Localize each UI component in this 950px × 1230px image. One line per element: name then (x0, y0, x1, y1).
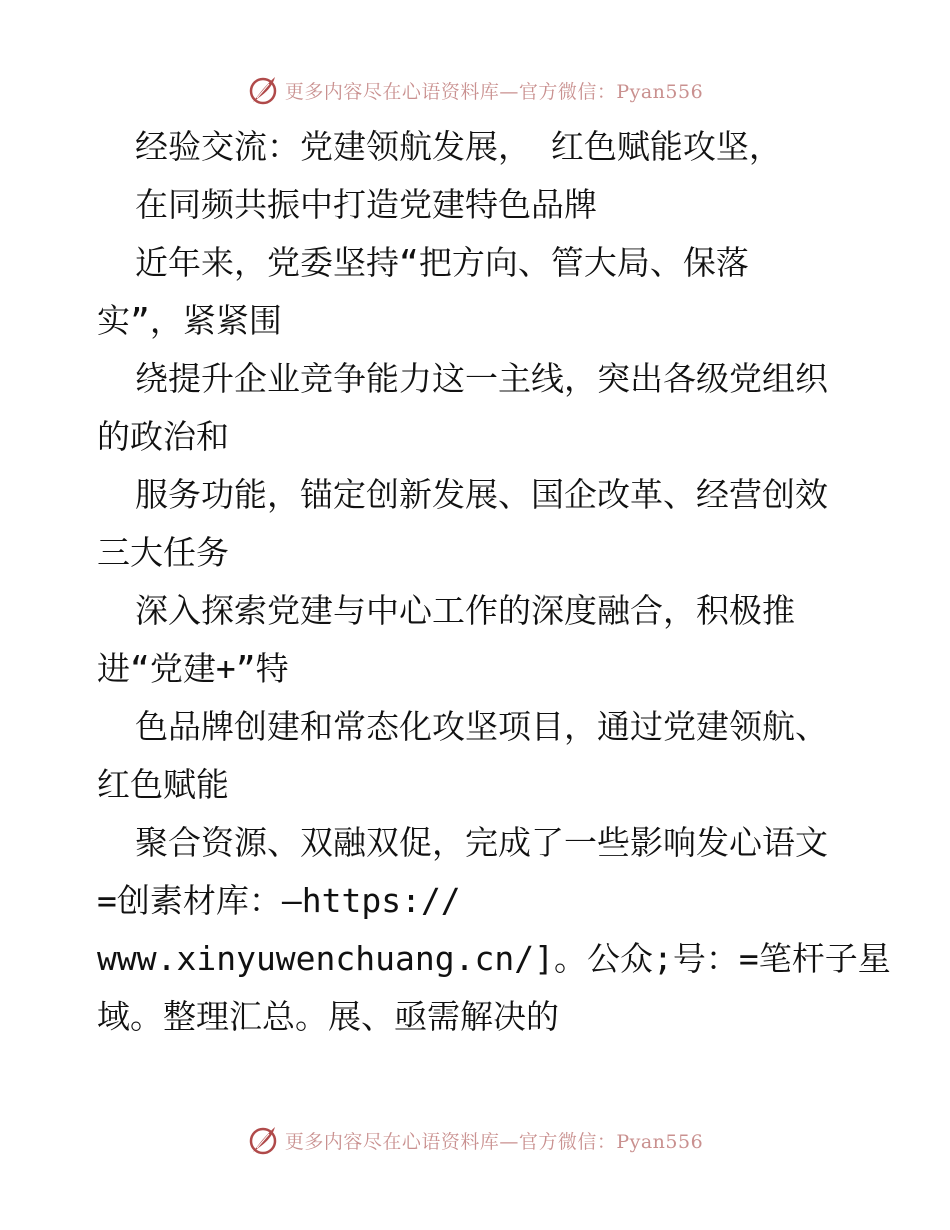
text-line: 红色赋能 (97, 765, 229, 804)
watermark-text: 更多内容尽在心语资料库—官方微信：Pyan556 (284, 1130, 704, 1153)
text-line: 在同频共振中打造党建特色品牌 (135, 185, 597, 224)
feather-seal-icon (247, 1124, 279, 1156)
text-line: 深入探索党建与中心工作的深度融合，积极推 (135, 591, 795, 630)
watermark-text: 更多内容尽在心语资料库—官方微信：Pyan556 (284, 80, 704, 103)
text-line: 绕提升企业竞争能力这一主线，突出各级党组织 (135, 359, 828, 398)
text-line: 三大任务 (97, 533, 229, 572)
text-line: 实”，紧紧围 (97, 301, 282, 340)
feather-seal-icon (247, 74, 279, 106)
text-line: 服务功能，锚定创新发展、国企改革、经营创效 (135, 475, 828, 514)
text-line: 进“党建+”特 (97, 649, 289, 688)
text-line: www.xinyuwenchuang.cn/]。公众;号：=笔杆子星 (97, 939, 891, 978)
text-line: 近年来，党委坚持“把方向、管大局、保落 (135, 243, 749, 282)
text-line: 聚合资源、双融双促，完成了一些影响发心语文 (135, 823, 828, 862)
text-line: =创素材库：—https:// (97, 881, 461, 920)
header-watermark (0, 70, 950, 110)
text-line: 经验交流：党建领航发展， 红色赋能攻坚， (135, 127, 782, 166)
document-body (97, 118, 897, 1046)
text-line: 的政治和 (97, 417, 229, 456)
text-line: 域。整理汇总。展、亟需解决的 (97, 997, 559, 1036)
footer-watermark (0, 1120, 950, 1160)
text-line: 色品牌创建和常态化攻坚项目，通过党建领航、 (135, 707, 828, 746)
